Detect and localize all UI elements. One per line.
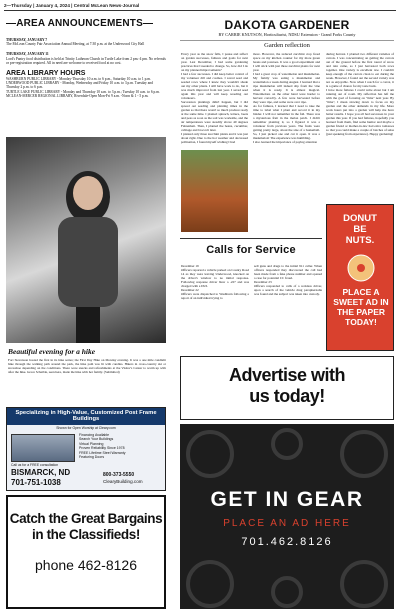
- advertise-line1: Advertise with: [228, 365, 346, 385]
- advertise-ad[interactable]: [180, 356, 394, 420]
- gear-line1: GET IN GEAR: [210, 488, 364, 511]
- feature-item: Virtual Planning: [79, 441, 104, 446]
- cleary-cta: Call us for a FREE consultation: [11, 463, 59, 467]
- feature-item: Proven Reliability Since 1978: [79, 446, 125, 451]
- announcement-date: THURSDAY, JANUARY 11: [6, 52, 49, 57]
- calls-col2: sell guns and drugs to the initial 911 caller. When officers responded they discovered the call had been made from a fake phone number and opened a case for potential CC fraud. December 23 Officers responded to calls of a reckless driver, upon a search of the vehicle drug paraphernalia was found and the subject was taken into custody.: [254, 264, 322, 296]
- donut-ad[interactable]: [326, 204, 394, 351]
- caption-title: Beautiful evening for a hike: [8, 347, 96, 356]
- feature-item: Search Your Buildings: [79, 437, 114, 442]
- announcements-title: —AREA ANNOUNCEMENTS—: [6, 18, 154, 29]
- announcement-text: The McLean County Fair Association Annual Meeting, at 7:30 p.m. at the Underwood City Hall: [6, 42, 145, 47]
- library-title: AREA LIBRARY HOURS: [6, 70, 86, 78]
- calls-title: Calls for Service: [206, 244, 296, 256]
- announcements-list: [6, 38, 166, 98]
- gardener-col1: Every year as the snow falls, I pause and reflect on garden successes, failures and goals for next year. Last December, I had some gardening practices that I needed to change. So, how did I do on my planned improvements? I had a few successes. I did keep better control of my volunteer dill and cosmos. I saved seed and seeded rows where I knew they wouldn't shade out my other plants. I still have work to do, but it was much improved from last year. I saved seed again this year and will keep weeding out volunteers. Succession plantings didn't happen, but I did spread out seeding and planting times in the garden so that there wasn't so much produce ready at the same time. I planted spinach, lettuce, beets and peas as soon as the soil was workable, and the air temperatures were steadily above 40 degrees Fahrenheit. Then, I planted the beans, cucumber, cabbage and broccoli later. I planted only three zucchini plants and it was just about right. Due to the hot weather and decreased pollination, I found myself wishing I had: [181, 52, 248, 144]
- barn-image: [11, 434, 75, 462]
- feature-item: Featuring Doors: [79, 455, 105, 460]
- donut-line4: PLACE A SWEET AD IN THE PAPER TODAY!: [333, 287, 389, 327]
- announcement-date: THURSDAY, JANUARY 7: [6, 38, 48, 42]
- donut-icon: [341, 253, 381, 283]
- advertise-line2: us today!: [249, 386, 325, 406]
- calls-top-rule: [180, 238, 322, 239]
- donut-line1: DONUT: [343, 213, 377, 224]
- gear-ad[interactable]: [180, 424, 394, 609]
- masthead: 2—Thursday | January 4, 2024 | Central McLean News-Journal: [4, 3, 140, 8]
- donut-line3: NUTS.: [345, 235, 375, 246]
- classifieds-line2: in the Classifieds!: [32, 527, 140, 542]
- gardener-col2: more. However, the reduced zucchini crop freed space on my kitchen counter for my more green beans and potatoes. It was a good experiment and I will stick with just three zucchini plants for next year. I had a great crop of watermelon and muskmelon. My family was eating a muskmelon and watermelon a week during August. I learned that a ripe muskmelon will indeed slip from the vine when it is ready. It is almost magical. Watermelons on the other hand were harder to harvest correctly. A few were harvested before they were ripe, and some were over ripe. As for failures, I learned that I need to take the time to label what I plant and record it in my binder. I will not remember in the fall. There was a mysterious fruit in the melon patch. I didn't remember planting it, so I figured it was a volunteer from previous years. The fruits were getting pretty large, about the size of a basketball. So, I just picked one and cut it open. It was a muskmelon! The experience was humbling. I also learned the importance of paying attention: [253, 52, 320, 144]
- donut-line2: BE: [353, 224, 367, 235]
- feature-item: Financing Available: [79, 433, 110, 437]
- gardener-subtitle: Garden reflection: [264, 42, 310, 49]
- gardener-col3: during harvest. I planted two different varieties of carrots. I was concentrating on getting the carrots out of the ground before the first round of snow and rain came, so I just harvested both rows together. One variety is excellent raw. I couldn't keep enough of the carrots clean to eat during the week. However, I found out the second variety was not as enjoyable. Now when I reach for a carrot, it is a game of chance for my taste buds. I have more failures I could write about but I am running out of room. My reflection has left me with the goal of focusing on "time" next year. By "time", I mean slowing down to focus on my garden and the other demands in my life. More work hours put into a garden will help me have better results. I hope you all had successes in your garden this year. If you had failures, hopefully you learned from them, find some humor and maybe a garden friend or mother-in-law had extra tomatoes so that you could make a couple of batches of salsa (just speaking from experience). Happy gardening!: [326, 52, 394, 136]
- carrots-photo: [181, 150, 248, 232]
- cleary-web: ClearyBuilding.com: [103, 479, 143, 484]
- cleary-tollfree: 800-373-5550: [103, 472, 135, 478]
- gear-line2: PLACE AN AD HERE: [223, 518, 351, 529]
- library-text: WASHBURN PUBLIC LIBRARY - Monday-Thursday 10 a.m. to 6 p.m., Saturday 10 a.m. to 1 p.m. UNDERWOOD PUBLIC LIBRARY - Monday, Wednesday and Friday 10 a.m. to 3 p.m. Tuesday and Thursday 2 p.m. to 6 p.m. TURTLE LAKE PUBLIC LIBRARY - Monday and Thursday 10 a.m. to 3 p.m.; Tuesday 10 a.m. to 6 p.m. MCLEAN-MERCER REGIONAL LIBRARY, Riverdale-Open Mon-Fri 9 a.m. -Noon & 1 - 5 p.m.: [6, 77, 160, 98]
- cleary-ad[interactable]: [6, 407, 166, 491]
- classifieds-ad[interactable]: [6, 495, 166, 609]
- masthead-rule: [4, 10, 396, 11]
- announcement-text: Lord's Pantry food distribution is held at Trinity Lutheran Church in Turtle Lake from 2 pm.-4 pm. No referrals or pre-registration required. All in need are welcome to received food at no cost.: [6, 56, 166, 65]
- cleary-city: BISMARCK, ND: [11, 468, 71, 477]
- classifieds-phone: phone 462-8126: [35, 557, 137, 573]
- cleary-subhead: Shown for Open Worship at Cleary.com: [56, 425, 116, 430]
- gardener-byline: BY CARRIE KNUTSON, Horticulturist, NDSU Extension - Grand Forks County: [218, 32, 356, 37]
- byline-rule: [180, 40, 394, 41]
- classifieds-line1: Catch the Great Bargains: [9, 511, 163, 526]
- gear-line3: 701.462.8126: [241, 536, 333, 548]
- cleary-phone: 701-751-1038: [11, 478, 61, 487]
- hike-photo: [6, 137, 166, 343]
- gear-pattern-icon: [180, 424, 394, 609]
- calls-col1: December 19 Officers reported a vehicle parked on County Road 14 as they were leaving Underwood, knocked on the driver's window to no initial response. Following response driver blew a .227 and was charged with a DUI. December 22 Officers were dispatched to Washburn following a report of an individual trying to: [181, 264, 249, 300]
- hiker-figure-icon: [6, 137, 166, 343]
- cleary-features: [79, 433, 163, 459]
- feature-item: FREE Lifetime Steel Warranty: [79, 450, 126, 455]
- gardener-title: DAKOTA GARDENER: [224, 18, 350, 32]
- caption-text: Fort Stevenson hosted the first in its hike series; the First Day Hike on Monday evening. It was a one mile candlelit hike through the walking path around the park, the hike path was lit with candles. Hikers in cross-country ski or snowshoe depending on the conditions. There were snacks and refreshments at the Visitor's Center to warm up with after the hike. Grace Schaible, seen here, made the hike with her family. (Submitted): [8, 358, 166, 374]
- photo-caption: [8, 347, 166, 374]
- cleary-headline: Specializing in High-Value, Customized Post Frame Buildings: [7, 408, 165, 425]
